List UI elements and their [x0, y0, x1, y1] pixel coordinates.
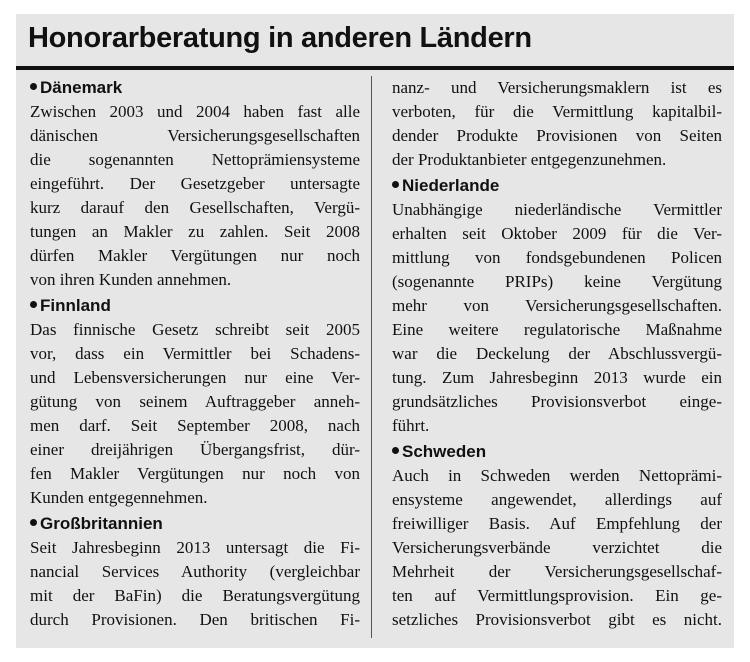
text-line: und Lebensversicherungen nur eine Ver-	[30, 368, 360, 387]
bullet-icon	[392, 447, 399, 454]
text-line: von ihren Kunden annehmen.	[30, 270, 232, 289]
text-line: Eine weitere regulatorische Maßnahme	[392, 320, 722, 339]
text-line: Das finnische Gesetz schreibt seit 2005	[30, 320, 360, 339]
text-line: Kunden entgegennehmen.	[30, 488, 208, 507]
text-line: dender Produkte Provisionen von Seiten	[392, 126, 722, 145]
text-line: Seit Jahresbeginn 2013 untersagt die Fi-	[30, 538, 360, 557]
text-line: vor, dass ein Vermittler bei Schadens-	[30, 344, 360, 363]
text-line: der Produktanbieter entgegenzunehmen.	[392, 150, 667, 169]
box-title: Honorarberatung in anderen Ländern	[28, 22, 532, 54]
section-heading-grossbritannien: Großbritannien	[30, 512, 360, 536]
text-line: mittlung von fondsgebundenen Policen	[392, 248, 722, 267]
text-line: eingeführt. Der Gesetzgeber untersagte	[30, 174, 360, 193]
section-heading-daenemark: Dänemark	[30, 76, 360, 100]
text-line: nancial Services Authority (vergleichbar	[30, 562, 360, 581]
text-line: dürfen Makler Vergütungen nur noch	[30, 246, 360, 265]
text-line: verboten, für die Vermittlung kapitalbil-	[392, 102, 722, 121]
text-line: einer dreijährigen Übergangsfrist, dür-	[30, 440, 360, 459]
bullet-icon	[30, 301, 37, 308]
text-line: durch Provisionen. Den britischen Fi-	[30, 610, 360, 629]
text-line: tungen an Makler zu zahlen. Seit 2008	[30, 222, 360, 241]
info-box	[16, 14, 734, 648]
bullet-icon	[392, 181, 399, 188]
text-line: kurz darauf den Gesellschaften, Vergü-	[30, 198, 360, 217]
text-line: fen Makler Vergütungen nur noch von	[30, 464, 360, 483]
text-line: Unabhängige niederländische Vermittler	[392, 200, 722, 219]
text-line: gütung von seinem Auftraggeber anneh-	[30, 392, 360, 411]
text-line: ten auf Vermittlungsprovision. Ein ge-	[392, 586, 722, 605]
text-line: nanz- und Versicherungsmaklern ist es	[392, 78, 722, 97]
section-heading-finnland: Finnland	[30, 294, 360, 318]
text-line: setzliches Provisionsverbot gibt es nicht.	[392, 610, 722, 629]
text-line: tung. Zum Jahresbeginn 2013 wurde ein	[392, 368, 722, 387]
section-heading-niederlande: Niederlande	[392, 174, 722, 198]
text-line: Versicherungsverbände verzichtet die	[392, 538, 722, 557]
text-line: grundsätzliches Provisionsverbot einge-	[392, 392, 722, 411]
left-column	[30, 76, 360, 632]
bullet-icon	[30, 519, 37, 526]
text-line: Mehrheit der Versicherungsgesellschaf-	[392, 562, 722, 581]
title-rule	[16, 66, 734, 70]
text-line: dänischen Versicherungsgesellschaften	[30, 126, 360, 145]
text-line: mehr von Versicherungsgesellschaften.	[392, 296, 722, 315]
text-line: erhalten seit Oktober 2009 für die Ver-	[392, 224, 722, 243]
right-column	[392, 76, 722, 632]
text-line: führt.	[392, 416, 430, 435]
column-divider	[371, 76, 372, 638]
text-line: Zwischen 2003 und 2004 haben fast alle	[30, 102, 360, 121]
text-line: (sogenannte PRIPs) keine Vergütung	[392, 272, 722, 291]
text-line: die sogenannten Nettoprämiensysteme	[30, 150, 360, 169]
section-heading-schweden: Schweden	[392, 440, 722, 464]
text-line: men darf. Seit September 2008, nach	[30, 416, 360, 435]
text-line: ensysteme angewendet, allerdings auf	[392, 490, 722, 509]
text-line: Auch in Schweden werden Nettoprämi-	[392, 466, 722, 485]
text-line: mit der BaFin) die Beratungsvergütung	[30, 586, 360, 605]
text-line: freiwilliger Basis. Auf Empfehlung der	[392, 514, 722, 533]
text-line: war die Deckelung der Abschlussvergü-	[392, 344, 722, 363]
bullet-icon	[30, 83, 37, 90]
